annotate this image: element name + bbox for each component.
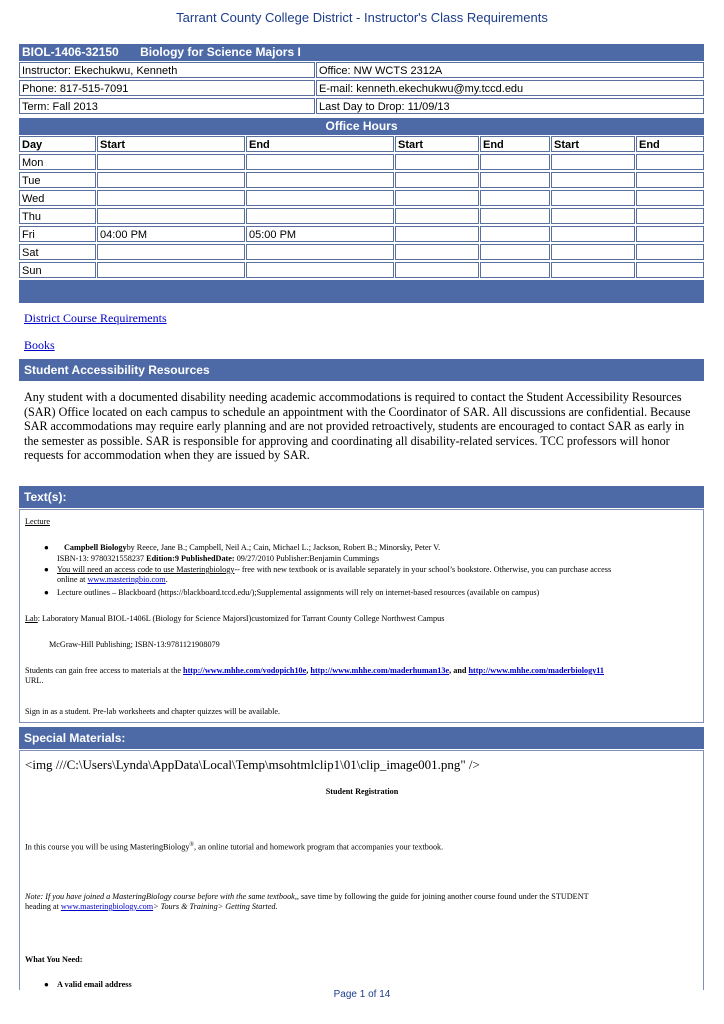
office-hours-cell <box>551 172 635 188</box>
maderhuman-link[interactable]: http://www.mhhe.com/maderhuman13e <box>310 666 450 675</box>
office-hours-header-cell: Start <box>395 136 479 152</box>
student-registration-title: Student Registration <box>325 787 399 796</box>
office-hours-cell <box>480 226 550 242</box>
course-use-rest: , an online tutorial and homework program that accompanies your textbook. <box>193 842 444 852</box>
office-hours-header-cell: End <box>480 136 550 152</box>
books-link[interactable]: Books <box>24 338 55 352</box>
last-day-drop-cell: Last Day to Drop: 11/09/13 <box>316 98 704 114</box>
email-cell: E-mail: kenneth.ekechukwu@my.tccd.edu <box>316 80 704 96</box>
office-hours-cell <box>480 190 550 206</box>
isbn: ISBN-13: 9780321558237 <box>57 554 147 563</box>
what-you-need: What You Need: <box>25 955 83 964</box>
lab-label: Lab <box>25 614 38 623</box>
office-hours-day: Wed <box>19 190 96 206</box>
registered-mark: ® <box>189 842 194 848</box>
note-rest: , save time by following the guide for joining another course found under the STUDENT <box>296 892 589 901</box>
office-hours-cell <box>246 208 394 224</box>
office-hours-cell <box>480 244 550 260</box>
lab-text: : Laboratory Manual BIOL-1406L (Biology for Science MajorsI)customized for Tarrant County College Northwest Campus <box>37 614 445 623</box>
comma-separator: , <box>306 666 311 675</box>
office-hours-cell <box>97 208 245 224</box>
masteringbio-link[interactable]: www.masteringbio.com <box>87 575 166 584</box>
masteringbiology-link[interactable]: www.masteringbiology.com <box>60 902 154 911</box>
access-code-rest: -- free with new textbook or is available separately in your school’s bookstore. Otherwise, you can purchase access <box>234 565 612 574</box>
office-hours-cell <box>97 190 245 206</box>
office-hours-cell <box>395 262 479 278</box>
broken-image-text: <img ///C:\Users\Lynda\AppData\Local\Temp\msohtmlclip1\01\clip_image001.png" /> <box>25 757 480 772</box>
course-use-text: In this course you will be using MasteringBiology <box>25 842 190 852</box>
office-hours-cell <box>480 172 550 188</box>
office-hours-cell <box>97 154 245 170</box>
email-bullet: ● <box>44 980 49 989</box>
book-title: Campbell Biology <box>64 543 127 552</box>
office-hours-cell <box>636 208 704 224</box>
edition: Edition:9 <box>146 554 179 563</box>
office-hours-header-cell: Start <box>551 136 635 152</box>
book-authors: by Reece, Jane B.; Campbell, Neil A.; Cain, Michael L.; Jackson, Robert B.; Minorsky, Peter V. <box>126 543 441 552</box>
access-bullet: ● <box>44 565 49 574</box>
note-italic: Note: If you have joined a MasteringBiology course before with the same textbook, <box>25 892 297 901</box>
office-hours-header-cell: End <box>636 136 704 152</box>
note-line <box>25 892 700 912</box>
office-hours-cell: 04:00 PM <box>97 226 245 242</box>
office-hours-cell <box>636 226 704 242</box>
office-hours-cell <box>636 244 704 260</box>
free-access-line <box>25 666 697 686</box>
office-hours-cell <box>97 262 245 278</box>
published-label: PublishedDate: <box>178 554 235 563</box>
page-title: Tarrant County College District - Instructor's Class Requirements <box>176 10 548 25</box>
book-bullet: ● <box>44 543 49 552</box>
lecture-outlines: Lecture outlines – Blackboard (https://blackboard.tccd.edu/);Supplemental assignments will rely on internet-based resources (available on campus) <box>57 588 540 597</box>
office-hours-header-cell: Start <box>97 136 245 152</box>
special-materials-header: Special Materials: <box>19 727 704 749</box>
course-name: Biology for Science Majors I <box>140 45 301 59</box>
lab-publisher: McGraw-Hill Publishing; ISBN-13:9781121908079 <box>49 640 220 649</box>
office-hours-cell <box>636 172 704 188</box>
texts-header: Text(s): <box>19 486 704 508</box>
office-hours-header-cell: End <box>246 136 394 152</box>
free-access-text: Students can gain free access to materials at the <box>25 666 184 675</box>
published-value: 09/27/2010 Publisher:Benjamin Cummings <box>234 554 380 563</box>
office-hours-cell <box>246 262 394 278</box>
office-hours-cell <box>395 172 479 188</box>
office-hours-cell <box>97 244 245 260</box>
office-hours-cell <box>246 190 394 206</box>
lecture-label: Lecture <box>25 517 50 526</box>
phone-cell: Phone: 817-515-7091 <box>19 80 315 96</box>
valid-email: A valid email address <box>57 980 132 989</box>
url-label: URL. <box>25 676 44 685</box>
office-hours-day: Sat <box>19 244 96 260</box>
office-hours-day: Thu <box>19 208 96 224</box>
access-line: You will need an access code to use Masteringbiology-- free with new textbook or is available separately in your school’s bookstore. Otherwise, you can purchase access online at www.masteringbio.com. <box>57 565 612 584</box>
office-hours-footer-bar <box>19 280 704 303</box>
office-hours-cell <box>551 154 635 170</box>
office-hours-cell <box>395 226 479 242</box>
lab-line <box>25 614 444 624</box>
office-hours-cell <box>395 154 479 170</box>
course-header <box>19 44 704 61</box>
office-hours-cell <box>551 208 635 224</box>
office-hours-cell <box>97 172 245 188</box>
district-course-requirements-link[interactable]: District Course Requirements <box>24 311 167 325</box>
term-cell: Term: Fall 2013 <box>19 98 315 114</box>
office-hours-day: Sun <box>19 262 96 278</box>
office-hours-cell <box>551 244 635 260</box>
office-hours-cell <box>395 208 479 224</box>
access-online: online at <box>57 575 88 584</box>
sar-header: Student Accessibility Resources <box>19 359 704 381</box>
office-hours-cell <box>551 226 635 242</box>
vodopich-link[interactable]: http://www.mhhe.com/vodopich10e <box>183 666 307 675</box>
note-heading: heading at <box>25 902 61 911</box>
office-hours-cell <box>246 154 394 170</box>
office-hours-cell <box>636 190 704 206</box>
office-hours-cell <box>395 244 479 260</box>
isbn-line <box>57 554 379 564</box>
course-code: BIOL-1406-32150 <box>22 45 119 59</box>
sign-in-note: Sign in as a student. Pre-lab worksheets and chapter quizzes will be available. <box>25 707 281 716</box>
office-hours-cell <box>551 262 635 278</box>
office-hours-cell <box>246 244 394 260</box>
office-cell: Office: NW WCTS 2312A <box>316 62 704 78</box>
access-code-note: You will need an access code to use Masteringbiology <box>57 565 235 574</box>
office-hours-day: Tue <box>19 172 96 188</box>
office-hours-cell: 05:00 PM <box>246 226 394 242</box>
office-hours-cell <box>636 154 704 170</box>
office-hours-cell <box>551 190 635 206</box>
and-separator: , and <box>449 666 469 675</box>
office-hours-cell <box>480 208 550 224</box>
office-hours-cell <box>480 262 550 278</box>
office-hours-cell <box>395 190 479 206</box>
office-hours-day: Mon <box>19 154 96 170</box>
book-line <box>64 543 440 553</box>
course-use-line <box>25 840 443 853</box>
office-hours-header-cell: Day <box>19 136 96 152</box>
special-materials-box <box>19 750 704 990</box>
note-after: > Tours & Training> Getting Started. <box>153 902 278 911</box>
office-hours-day: Fri <box>19 226 96 242</box>
sar-body: Any student with a documented disability needing academic accommodations is required to contact the Student Accessibility Resources (SAR) Office located on each campus to schedule an appointment with the Coordinator of SAR. All discussions are confidential. Because SAR accommodations may require early planning and are not provided retroactively, students are encouraged to contact SAR as early in the semester as possible. SAR is responsible for approving and coordinating all disability-related services. TCC professors will honor requests for accommodation when they are issued by SAR. <box>24 390 691 463</box>
instructor-cell: Instructor: Ekechukwu, Kenneth <box>19 62 315 78</box>
outlines-bullet: ● <box>44 588 49 597</box>
office-hours-header: Office Hours <box>19 118 704 135</box>
maderbiology-link[interactable]: http://www.mhhe.com/maderbiology11 <box>468 666 605 675</box>
office-hours-cell <box>246 172 394 188</box>
office-hours-cell <box>636 262 704 278</box>
page-number: Page 1 of 14 <box>333 989 391 1000</box>
office-hours-cell <box>480 154 550 170</box>
